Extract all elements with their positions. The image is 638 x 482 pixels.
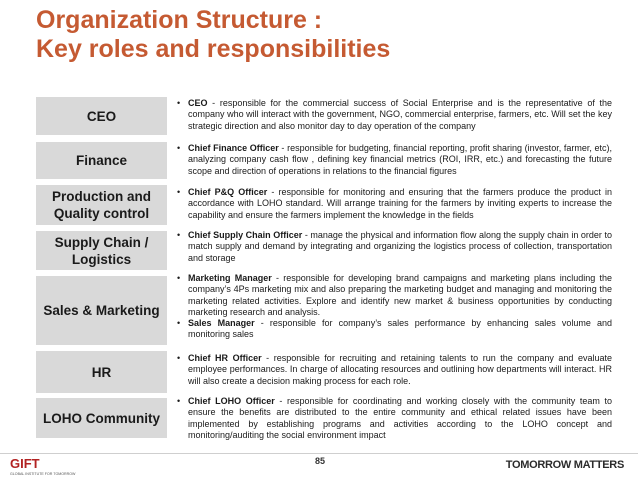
role-box-finance (36, 142, 167, 179)
gift-logo-mark (8, 455, 88, 477)
role-desc-production (176, 187, 612, 221)
role-label: Finance (75, 153, 127, 168)
tomorrow-matters-logo: TOMORROW MATTERS (505, 459, 624, 471)
role-box-production (36, 185, 167, 225)
role-label: Production and Quality control (52, 189, 151, 221)
list-item: • Chief LOHO Officer - responsible for coordinating and working closely with the community team to ensure the benefits are distributed to the entire community and ethical related issues have been implemented by establishing programs and activities according to the LOHO concept and monitoring/auditing the social environment impact (176, 396, 612, 441)
gift-logo (8, 455, 88, 477)
role-box-loho-community (36, 398, 167, 438)
slide-title (36, 6, 626, 64)
list-item: • CEO - responsible for the commercial success of Social Enterprise and is the representative of the company who will interact with the government, NGO, commercial enterprise, farmers, etc. Will set the key strategic direction and also monitor day to day operation of the company (176, 98, 612, 132)
role-desc-ceo (176, 98, 612, 132)
role-box-ceo (36, 97, 167, 135)
role-label: HR (91, 364, 112, 380)
role-desc-finance (176, 143, 612, 177)
role-label: Sales & Marketing (43, 303, 160, 318)
role-box-hr (36, 351, 167, 393)
gift-logo-tagline: GLOBAL INSTITUTE FOR TOMORROW (10, 472, 76, 476)
list-item: • Chief P&Q Officer - responsible for monitoring and ensuring that the farmers produce the product in accordance with LOHO standard. Will arrange training for the farmers by inviting experts to increase the capability and ensure the farmers implement the knowledge in the fields (176, 187, 612, 221)
list-item: • Chief Supply Chain Officer - manage the physical and information flow along the supply chain in order to match supply and demand by integrating and organizing the logistics process of collection, transportation and storage (176, 230, 612, 264)
role-desc-supply-chain (176, 230, 612, 264)
role-desc-hr (176, 353, 612, 387)
gift-logo-text: GIFT (10, 456, 40, 471)
title-line-2: Key roles and responsibilities (36, 35, 391, 63)
list-item: • Chief HR Officer - responsible for recruiting and retaining talents to run the company and evaluate employee performances. In charge of allocating resources and outlining how departments will interact. HR will also create a decision making process for each role. (176, 353, 612, 387)
page-number: 85 (314, 456, 325, 466)
role-box-sales-marketing (36, 276, 167, 345)
list-item: • Chief Finance Officer - responsible for budgeting, financial reporting, profit sharing (investor, farmer, etc), analyzing company cash flow , defining key financial metrics (ROI, IRR, etc.) and forecasting the future scope and direction of operations in relations to the financial figures (176, 143, 612, 177)
role-label: CEO (86, 108, 117, 124)
title-line-1: Organization Structure : (36, 6, 323, 34)
role-label: Supply Chain / Logistics (54, 234, 149, 267)
role-label: LOHO Community (43, 410, 160, 426)
role-box-supply-chain (36, 231, 167, 270)
list-item: • Sales Manager - responsible for company’s sales performance by enhancing sales volume and monitoring sales (176, 318, 612, 341)
role-desc-loho-community (176, 396, 612, 441)
list-item: • Marketing Manager - responsible for developing brand campaigns and marketing plans including the company’s 4Ps marketing mix and also preparing the marketing budget and managing and monitoring the marketing related activities. Explore and identify new market & business opportunities by conducting marketing research and analysis. (176, 273, 612, 318)
footer-divider (0, 453, 638, 454)
role-desc-sales-marketing (176, 273, 612, 341)
